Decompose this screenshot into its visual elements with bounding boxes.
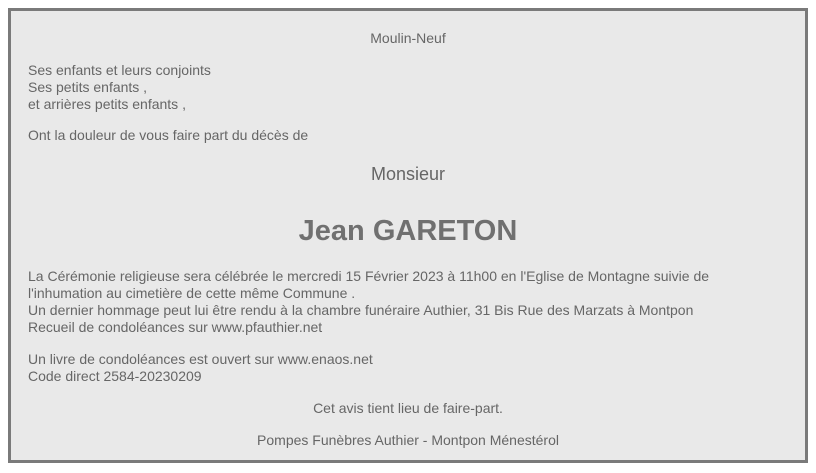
details-line: Recueil de condoléances sur www.pfauthier.net xyxy=(28,319,323,335)
guestbook-block xyxy=(28,351,795,385)
deceased-title: Monsieur xyxy=(370,164,446,184)
family-block xyxy=(28,62,795,113)
family-line: Ses petits enfants , xyxy=(28,79,148,95)
guestbook-line: Code direct 2584-20230209 xyxy=(28,368,202,384)
location-text: Moulin-Neuf xyxy=(370,30,446,46)
obituary-notice xyxy=(8,8,808,463)
funeral-home-text: Pompes Funèbres Authier - Montpon Ménestérol xyxy=(257,432,559,448)
faire-part-note: Cet avis tient lieu de faire-part. xyxy=(313,400,503,416)
family-line: et arrières petits enfants , xyxy=(28,96,186,112)
deceased-name: Jean GARETON xyxy=(298,215,518,247)
details-line: Un dernier hommage peut lui être rendu à la chambre funéraire Authier, 31 Bis Rue des Marzats à Montpon xyxy=(28,302,694,318)
guestbook-line: Un livre de condoléances est ouvert sur www.enaos.net xyxy=(28,351,373,367)
details-line: l'inhumation au cimetière de cette même Commune . xyxy=(28,285,356,301)
details-line: La Cérémonie religieuse sera célébrée le mercredi 15 Février 2023 à 11h00 en l'Eglise de Montagne suivie de xyxy=(28,268,710,284)
family-line: Ses enfants et leurs conjoints xyxy=(28,62,211,78)
intro-text: Ont la douleur de vous faire part du décès de xyxy=(28,127,309,143)
ceremony-details xyxy=(28,268,795,336)
